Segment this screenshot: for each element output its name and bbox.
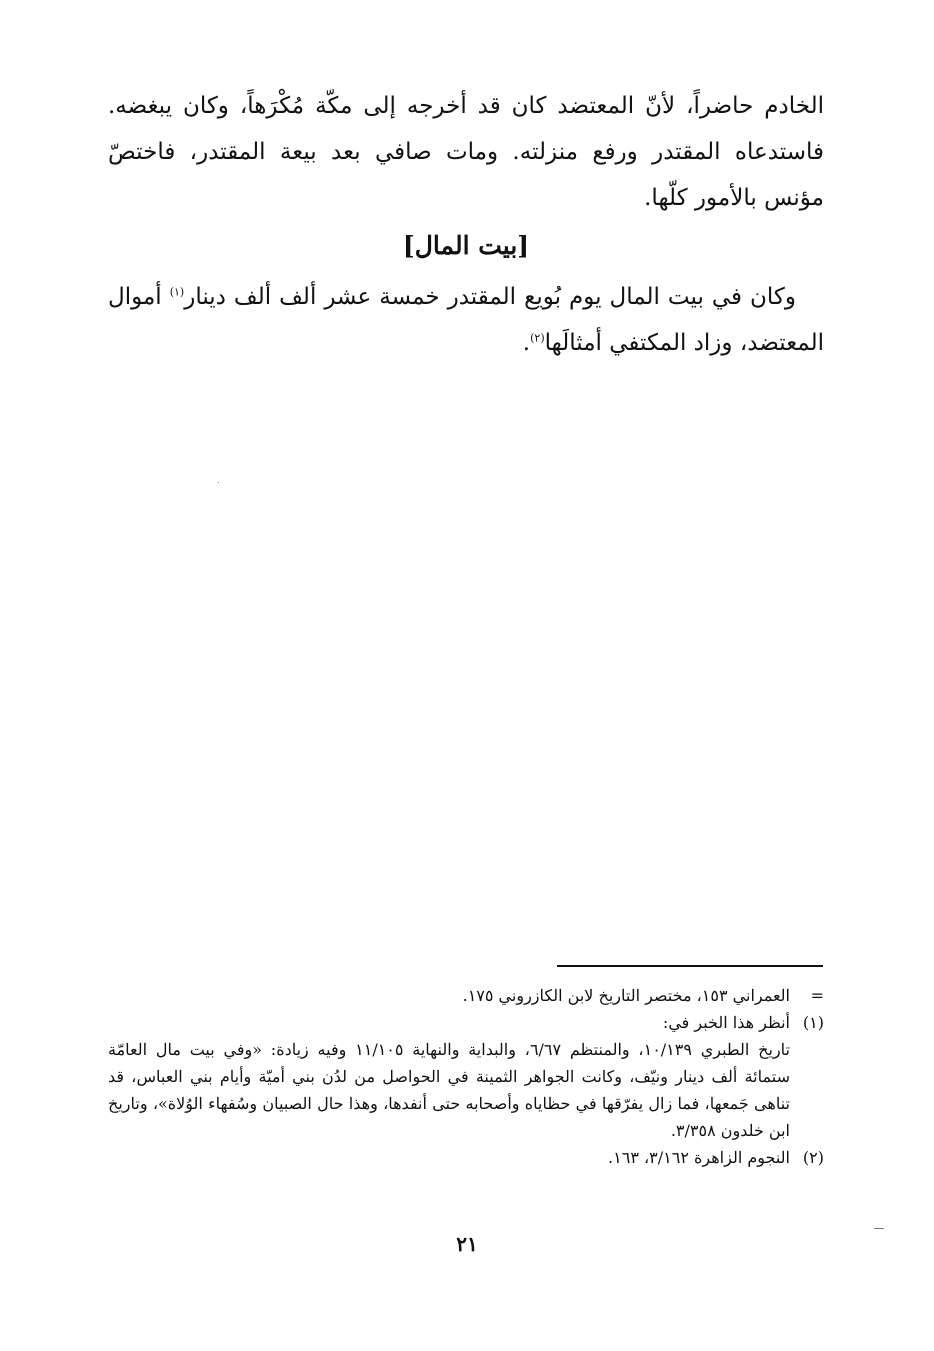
paragraph-2-text-b: أموال المعتضد، وزاد المكتفي أمثالَها xyxy=(108,284,824,356)
footnote-2 xyxy=(108,1144,824,1171)
footnote-ref-1[interactable]: (١) xyxy=(169,285,185,299)
paragraph-2-text-a: وكان في بيت المال يوم بُويع المقتدر خمسة عشر ألف ألف دينار xyxy=(184,284,796,310)
body-paragraph-1: الخادم حاضراً، لأنّ المعتضد كان قد أخرجه إلى مكّة مُكْرَهاً، وكان يبغضه. فاستدعاه المقتدر ورفع منزلته. ومات صافي بعد بيعة المقتدر، فاختصّ مؤنس بالأمور كلّها. xyxy=(108,93,824,211)
footnote-1-marker: (١) xyxy=(802,1013,824,1032)
page-number: ٢١ xyxy=(456,1232,478,1256)
scan-speck xyxy=(218,482,219,483)
footnote-continuation xyxy=(108,982,824,1009)
footnote-1-header xyxy=(108,1009,824,1036)
footnote-continuation-marker: = xyxy=(810,986,824,1005)
footnote-divider xyxy=(557,965,823,967)
footnote-1-intro: أنظر هذا الخبر في: xyxy=(662,1013,790,1032)
paragraph-2-end: . xyxy=(522,330,531,356)
footnote-2-text: النجوم الزاهرة ٣/١٦٢، ١٦٣. xyxy=(608,1148,790,1167)
scan-mark xyxy=(874,1228,884,1229)
footnote-ref-2[interactable]: (٢) xyxy=(530,331,545,345)
footnote-2-marker: (٢) xyxy=(802,1148,824,1167)
body-paragraph-2 xyxy=(108,274,824,366)
section-heading: [بيت المال] xyxy=(402,231,530,260)
footnote-1-body: تاريخ الطبري ١٠/١٣٩، والمنتظم ٦/٦٧، والبداية والنهاية ١١/١٠٥ وفيه زيادة: «وفي بيت مال العامّة ستمائة ألف دينار ونيّف، وكانت الجواهر الثمينة في الحواصل من لدُن بني أميّة وأيام بني العباس، قد تناهى جَمعها، فما زال يفرّقها في حظاياه وأصحابه حتى أنفدها، وهذا حال الصبيان وسُفهاء الوُلاة»، وتاريخ ابن خلدون ٣/٣٥٨. xyxy=(108,1040,791,1140)
footnotes-section xyxy=(108,982,824,1171)
footnote-continuation-text: العمراني ١٥٣، مختصر التاريخ لابن الكازروني ١٧٥. xyxy=(462,986,790,1005)
